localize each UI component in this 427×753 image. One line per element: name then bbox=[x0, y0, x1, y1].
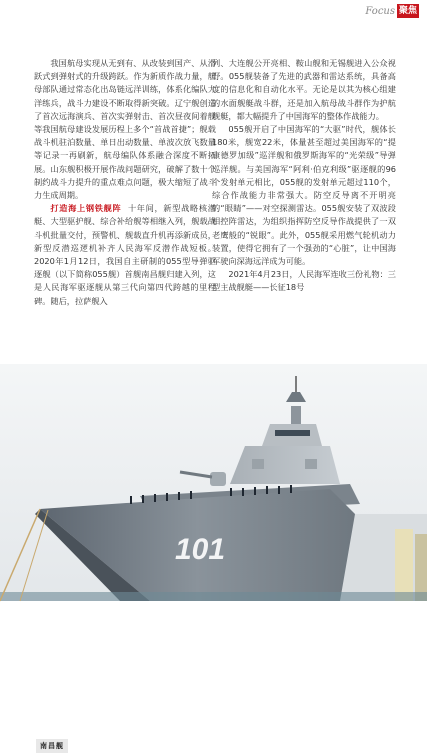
radar-panel-2 bbox=[305, 459, 317, 469]
main-gun-turret bbox=[210, 472, 226, 486]
left-paragraph-1: 我国航母实现从无到有、从改装到国产、从滑跃式到弹射式的升级跨跃。作为新质作战力量，航母部队通过常态化出岛链远洋训练，体系化编队大洋练兵，战斗力建设不断取得新突破。辽宁舰创造了首次远海演兵、首次实弹射击、首次昼夜间着舰等我国航母建设发展历程上多个“首战首捷”；舰载战斗机驻泊数量、单日出动数量、单波次放飞数量等记录一再刷新，航母编队体系融合深度不断拓展。山东舰积极开展作战问题研究，破解了数十个制约战斗力提升的重点难点问题，极大缩短了战斗力生成周期。 bbox=[34, 58, 216, 201]
right-paragraph-2: 055舰开启了中国海军的“大驱”时代，舰体长180米，舰宽22米，体量甚至超过美国海军的“提康德罗加级”巡洋舰和俄罗斯海军的“光荣级”导弹巡洋舰。与美国海军“阿利·伯克利级”驱逐舰的96个发射单元相比，055舰的发射单元超过110个，综合作战能力非常强大。防空反导离不开明亮的“眼睛”——对空探测雷达。055舰安装了双波段相控阵雷达，为组织指挥防空反导作战提供了一双老鹰般的“锐眼”。此外，055舰采用燃气轮机动力装置，使得它拥有了一个强劲的“心脏”，让中国海军驶向深海远洋成为可能。 bbox=[212, 124, 396, 267]
right-paragraph-1: 列、大连舰公开亮相、鞍山舰和无锡舰进入公众视野。055舰装备了先进的武器和雷达系统，具备高度的信息化和自动化水平。无论是以其为核心组建的水面舰艇战斗群，还是加入航母战斗群作为护航舰艇，都大幅提升了中国海军的整体作战能力。 bbox=[212, 58, 396, 121]
right-paragraph-3: 2021年4月23日，人民海军连收三份礼物：三型主战舰艇——长征18号 bbox=[212, 269, 396, 293]
left-column bbox=[34, 57, 216, 308]
bridge-windows bbox=[275, 430, 310, 436]
left-paragraph-2 bbox=[34, 202, 216, 308]
water bbox=[0, 592, 427, 601]
hull-number: 101 bbox=[175, 533, 226, 566]
pier-post bbox=[395, 529, 413, 601]
destroyer-photo bbox=[0, 364, 427, 750]
section-focus-label: Focus bbox=[365, 6, 395, 17]
destroyer-illustration bbox=[0, 364, 427, 601]
right-column bbox=[212, 57, 396, 295]
superstructure bbox=[230, 446, 340, 484]
photo-caption: 南昌舰 bbox=[36, 739, 68, 753]
section-heading-steel-fleet: 打造海上钢铁舰阵 bbox=[50, 203, 122, 214]
section-tag: 聚焦 bbox=[398, 6, 417, 16]
pier-post-2 bbox=[415, 534, 427, 601]
radar-panel bbox=[252, 459, 264, 469]
page-header bbox=[0, 0, 427, 40]
left-paragraph-2-text: 十年间，新型战略核潜艇、大型驱护舰、综合补给舰等相继入列，舰载战斗机批量交付，预警机、舰载直升机再添新成员，新型反潜巡逻机补齐人民海军反潜作战短板。2020年1月12日，我国自主研制的055型导弹驱逐舰（以下简称055舰）首舰南昌舰归建入列，这是人民海军驱逐舰从第三代向第四代跨越的里程碑。随后，拉萨舰入 bbox=[34, 203, 216, 306]
